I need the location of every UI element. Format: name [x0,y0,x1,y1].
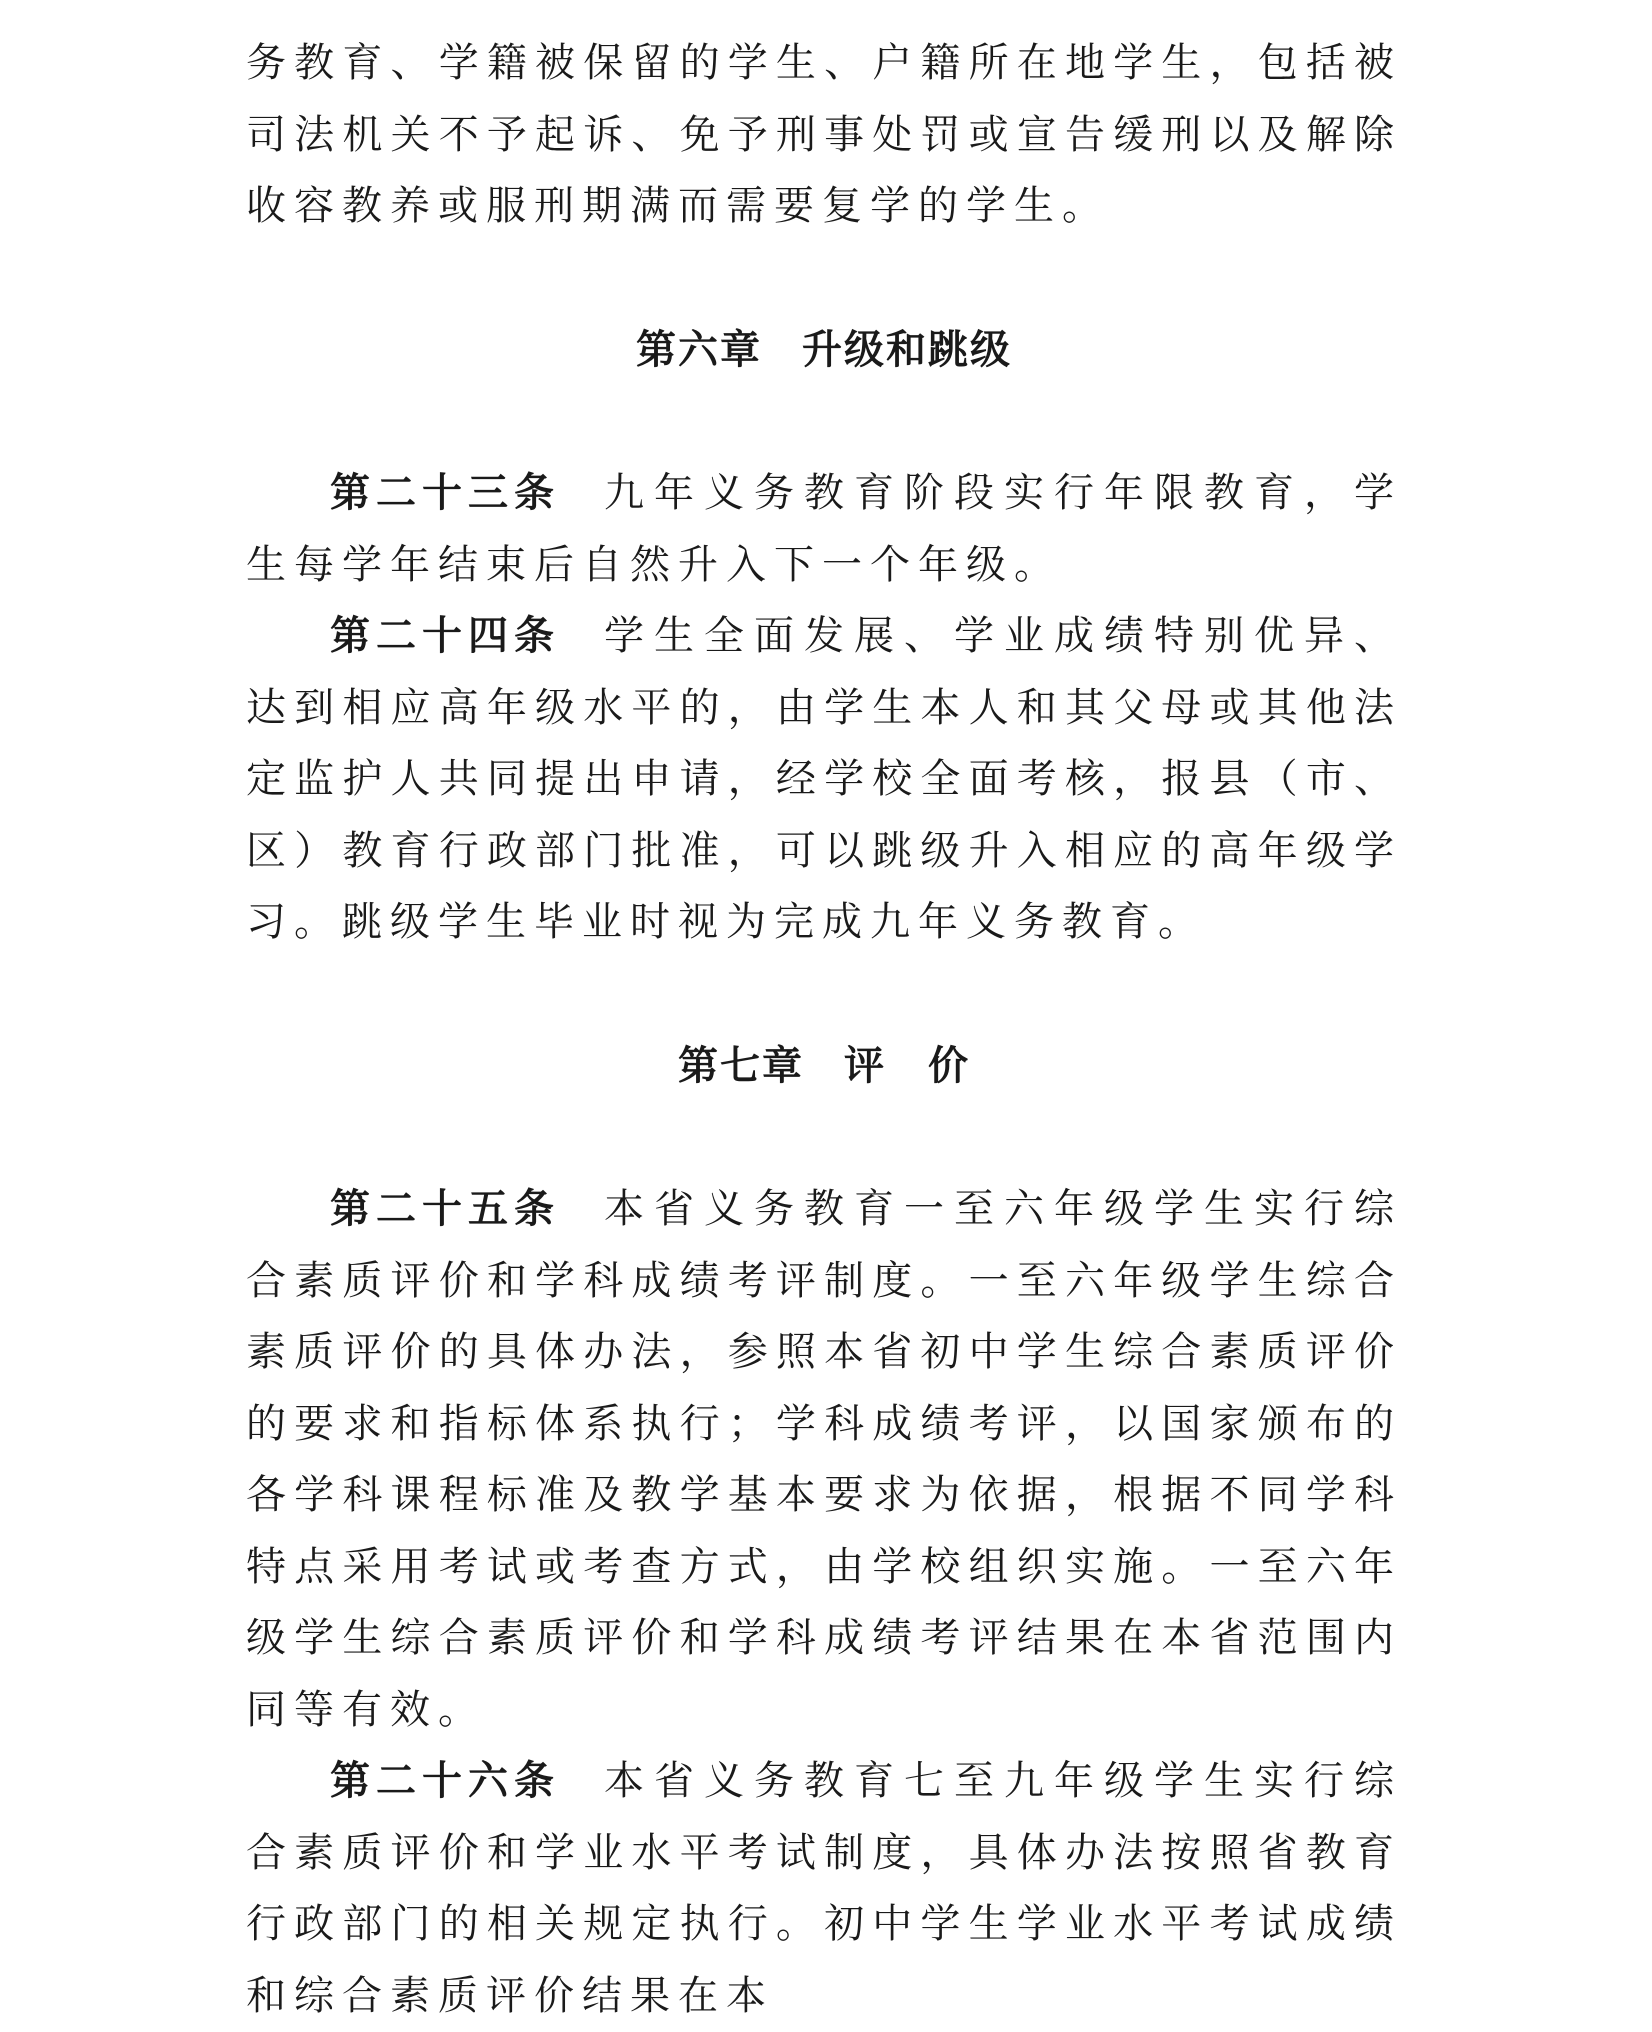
article-text: 本省义务教育七至九年级学生实行综合素质评价和学业水平考试制度，具体办法按照省教育行政部门的相关规定执行。初中学生学业水平考试成绩和综合素质评价结果在本 [246,1758,1402,2019]
article-number: 第二十五条 [330,1186,560,1232]
article-26 [246,1746,1402,2032]
text-column [246,28,1402,2032]
article-number: 第二十四条 [330,613,560,659]
article-text: 学生全面发展、学业成绩特别优异、达到相应高年级水平的，由学生本人和其父母或其他法定监护人共同提出申请，经学校全面考核，报县（市、区）教育行政部门批准，可以跳级升入相应的高年级学习。跳级学生毕业时视为完成九年义务教育。 [246,613,1402,945]
chapter-number: 第七章 [678,1042,804,1089]
article-23 [246,458,1402,601]
chapter-heading-7 [246,1031,1402,1103]
spacer [246,386,1402,458]
article-25 [246,1174,1402,1746]
chapter-number: 第六章 [636,326,762,373]
article-24 [246,601,1402,959]
article-number: 第二十三条 [330,470,560,516]
spacer [246,243,1402,315]
chapter-title: 升级和跳级 [802,326,1012,373]
chapter-title: 评 价 [844,1042,970,1089]
continuation-paragraph: 务教育、学籍被保留的学生、户籍所在地学生，包括被司法机关不予起诉、免予刑事处罚或宣告缓刑以及解除收容教养或服刑期满而需要复学的学生。 [246,40,1402,229]
article-number: 第二十六条 [330,1758,560,1804]
article-text: 九年义务教育阶段实行年限教育，学生每学年结束后自然升入下一个年级。 [246,470,1402,588]
chapter-heading-6 [246,315,1402,387]
spacer [246,1102,1402,1174]
spacer [246,959,1402,1031]
article-text: 本省义务教育一至六年级学生实行综合素质评价和学科成绩考评制度。一至六年级学生综合素质评价的具体办法，参照本省初中学生综合素质评价的要求和指标体系执行；学科成绩考评，以国家颁布的各学科课程标准及教学基本要求为依据，根据不同学科特点采用考试或考查方式，由学校组织实施。一至六年级学生综合素质评价和学科成绩考评结果在本省范围内同等有效。 [246,1186,1402,1733]
